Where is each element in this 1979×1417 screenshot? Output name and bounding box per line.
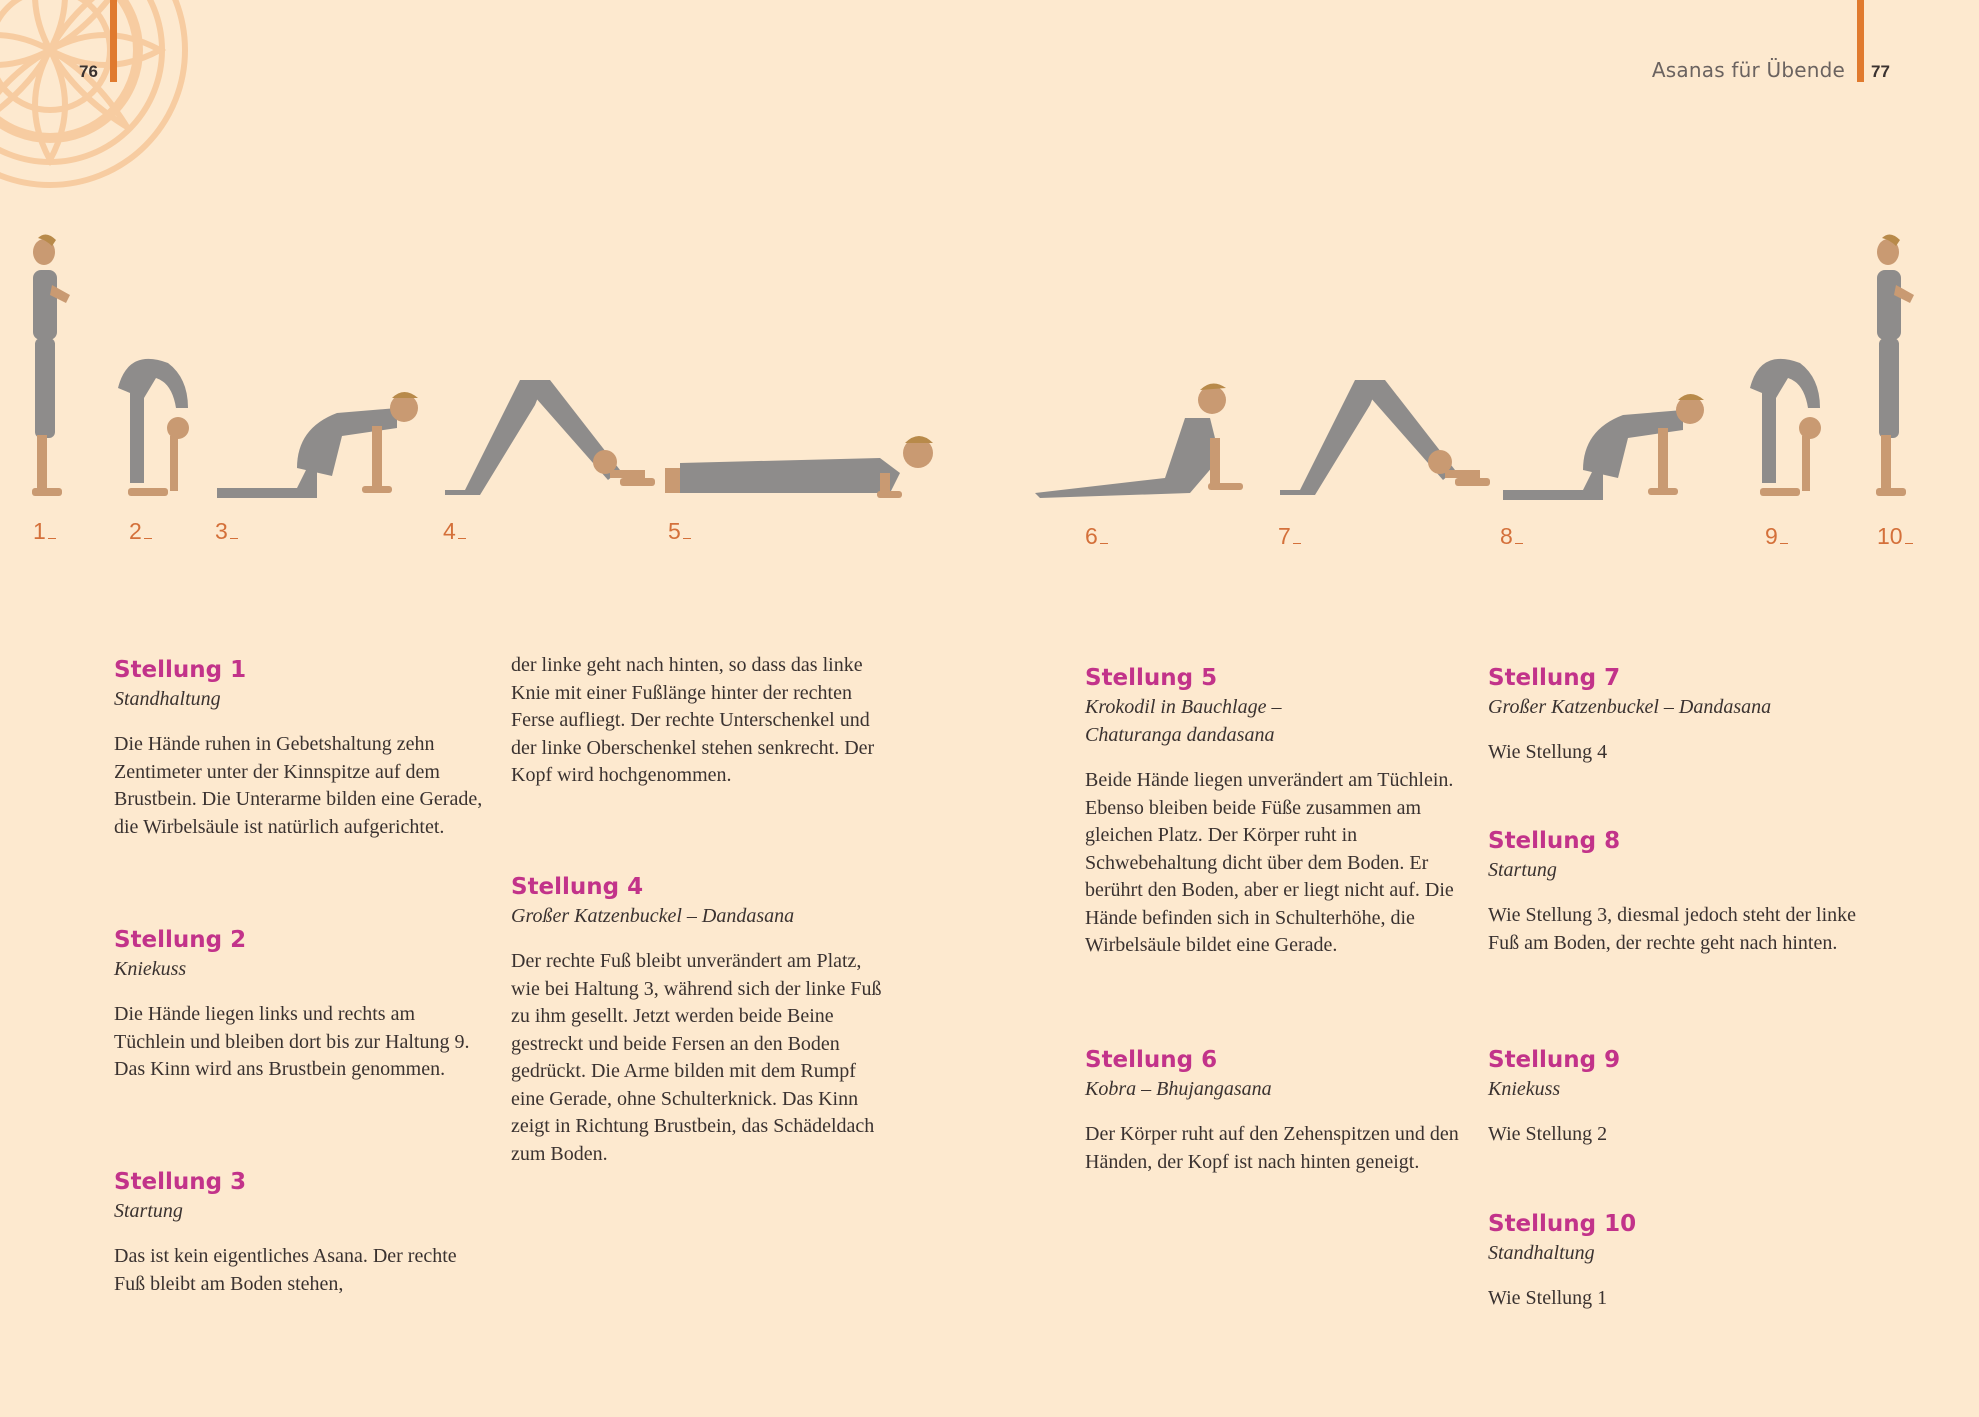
section-subtitle: Krokodil in Bauchlage – Chaturanga dandasana	[1085, 696, 1282, 746]
pose-number-2: 2	[129, 518, 152, 545]
mandala-ornament	[0, 0, 195, 195]
pose-number-8: 8	[1500, 523, 1523, 550]
section-heading: Stellung 5	[1085, 665, 1218, 691]
section-subtitle: Großer Katzenbuckel – Dandasana	[511, 905, 795, 927]
pose-number-4: 4	[443, 518, 466, 545]
section-subtitle: Großer Katzenbuckel – Dandasana	[1488, 696, 1772, 718]
section-subtitle: Standhaltung	[1488, 1242, 1595, 1264]
right-page-number: 77	[1871, 62, 1890, 81]
pose-number-5: 5	[668, 518, 691, 545]
section-heading: Stellung 6	[1085, 1047, 1218, 1073]
left-page-marker	[110, 0, 117, 82]
section-body: Beide Hände liegen unverändert am Tüchlein. Ebenso bleiben beide Füße zusammen am gleichen Platz. Der Körper ruht in Schwebehaltung dicht über dem Boden. Er berührt den Boden, aber er liegt nicht auf. Die Hände befinden sich in Schulterhöhe, die Wirbelsäule bildet eine Gerade.	[1085, 769, 1454, 956]
section-heading: Stellung 4	[511, 874, 644, 900]
section-subtitle: Kniekuss	[1488, 1078, 1561, 1100]
pose-1-figure	[18, 230, 88, 505]
pose-2-figure	[108, 348, 198, 508]
section-heading: Stellung 2	[114, 927, 247, 953]
pose-8-figure	[1498, 380, 1713, 505]
section-stellung-10	[1488, 1209, 1863, 1313]
section-heading: Stellung 7	[1488, 665, 1621, 691]
pose-5-figure	[665, 433, 945, 508]
section-stellung-3-continued	[511, 652, 886, 790]
pose-4-figure	[440, 370, 660, 505]
section-body: Wie Stellung 3, diesmal jedoch steht der linke Fuß am Boden, der rechte geht nach hinten.	[1488, 904, 1856, 954]
section-heading: Stellung 8	[1488, 828, 1621, 854]
section-stellung-9	[1488, 1045, 1863, 1149]
left-page-number: 76	[79, 62, 98, 81]
pose-number-6: 6	[1085, 523, 1108, 550]
section-stellung-2	[114, 925, 489, 1084]
section-body: Der Körper ruht auf den Zehenspitzen und den Händen, der Kopf ist nach hinten geneigt.	[1085, 1123, 1459, 1173]
section-heading: Stellung 9	[1488, 1047, 1621, 1073]
section-stellung-4	[511, 872, 886, 1168]
sun-salutation-sequence	[0, 220, 1979, 560]
section-body: Wie Stellung 4	[1488, 741, 1608, 763]
pose-3-figure	[212, 378, 427, 503]
pose-9-figure	[1740, 348, 1830, 508]
pose-number-1: 1	[33, 518, 56, 545]
right-page-marker	[1857, 0, 1864, 82]
section-body: Der rechte Fuß bleibt unverändert am Platz, wie bei Haltung 3, während sich der linke Fuß zu ihm gesellt. Jetzt werden beide Beine gestreckt und beide Fersen an den Boden gedrückt. Die Arme bilden mit dem Rumpf eine Gerade, ohne Schulterknick. Das Kinn zeigt in Richtung Brustbein, das Schädeldach zum Boden.	[511, 950, 882, 1165]
section-body: Wie Stellung 2	[1488, 1123, 1608, 1145]
section-body-continued: der linke geht nach hinten, so dass das linke Knie mit einer Fußlänge hinter der rechten Ferse aufliegt. Der rechte Unterschenkel und der linke Oberschenkel stehen senkrecht. Der Kopf wird hochgenommen.	[511, 654, 875, 786]
section-body: Wie Stellung 1	[1488, 1287, 1608, 1309]
section-subtitle: Startung	[114, 1200, 183, 1222]
section-stellung-5	[1085, 663, 1460, 960]
pose-number-7: 7	[1278, 523, 1301, 550]
section-subtitle: Standhaltung	[114, 688, 221, 710]
section-body: Die Hände ruhen in Gebetshaltung zehn Zentimeter unter der Kinnspitze auf dem Brustbein. Die Unterarme bilden eine Gerade, die Wirbelsäule ist natürlich aufgerichtet.	[114, 733, 483, 838]
section-stellung-3	[114, 1167, 489, 1298]
section-body: Die Hände liegen links und rechts am Tüchlein und bleiben dort bis zur Haltung 9. Das Kinn wird ans Brustbein genommen.	[114, 1003, 470, 1080]
section-subtitle: Kobra – Bhujangasana	[1085, 1078, 1272, 1100]
section-subtitle: Kniekuss	[114, 958, 187, 980]
pose-number-9: 9	[1765, 523, 1788, 550]
section-stellung-6	[1085, 1045, 1460, 1176]
pose-number-10: 10	[1877, 523, 1913, 550]
section-subtitle: Startung	[1488, 859, 1557, 881]
section-heading: Stellung 10	[1488, 1211, 1637, 1237]
section-stellung-7	[1488, 663, 1863, 767]
section-body: Das ist kein eigentliches Asana. Der rechte Fuß bleibt am Boden stehen,	[114, 1245, 457, 1295]
section-heading: Stellung 1	[114, 657, 247, 683]
pose-number-3: 3	[215, 518, 238, 545]
pose-6-figure	[1030, 378, 1270, 508]
pose-10-figure	[1862, 230, 1932, 505]
section-stellung-1	[114, 655, 489, 841]
section-stellung-8	[1488, 826, 1863, 957]
section-heading: Stellung 3	[114, 1169, 247, 1195]
pose-7-figure	[1275, 370, 1495, 505]
running-head: Asanas für Übende	[1651, 58, 1845, 82]
